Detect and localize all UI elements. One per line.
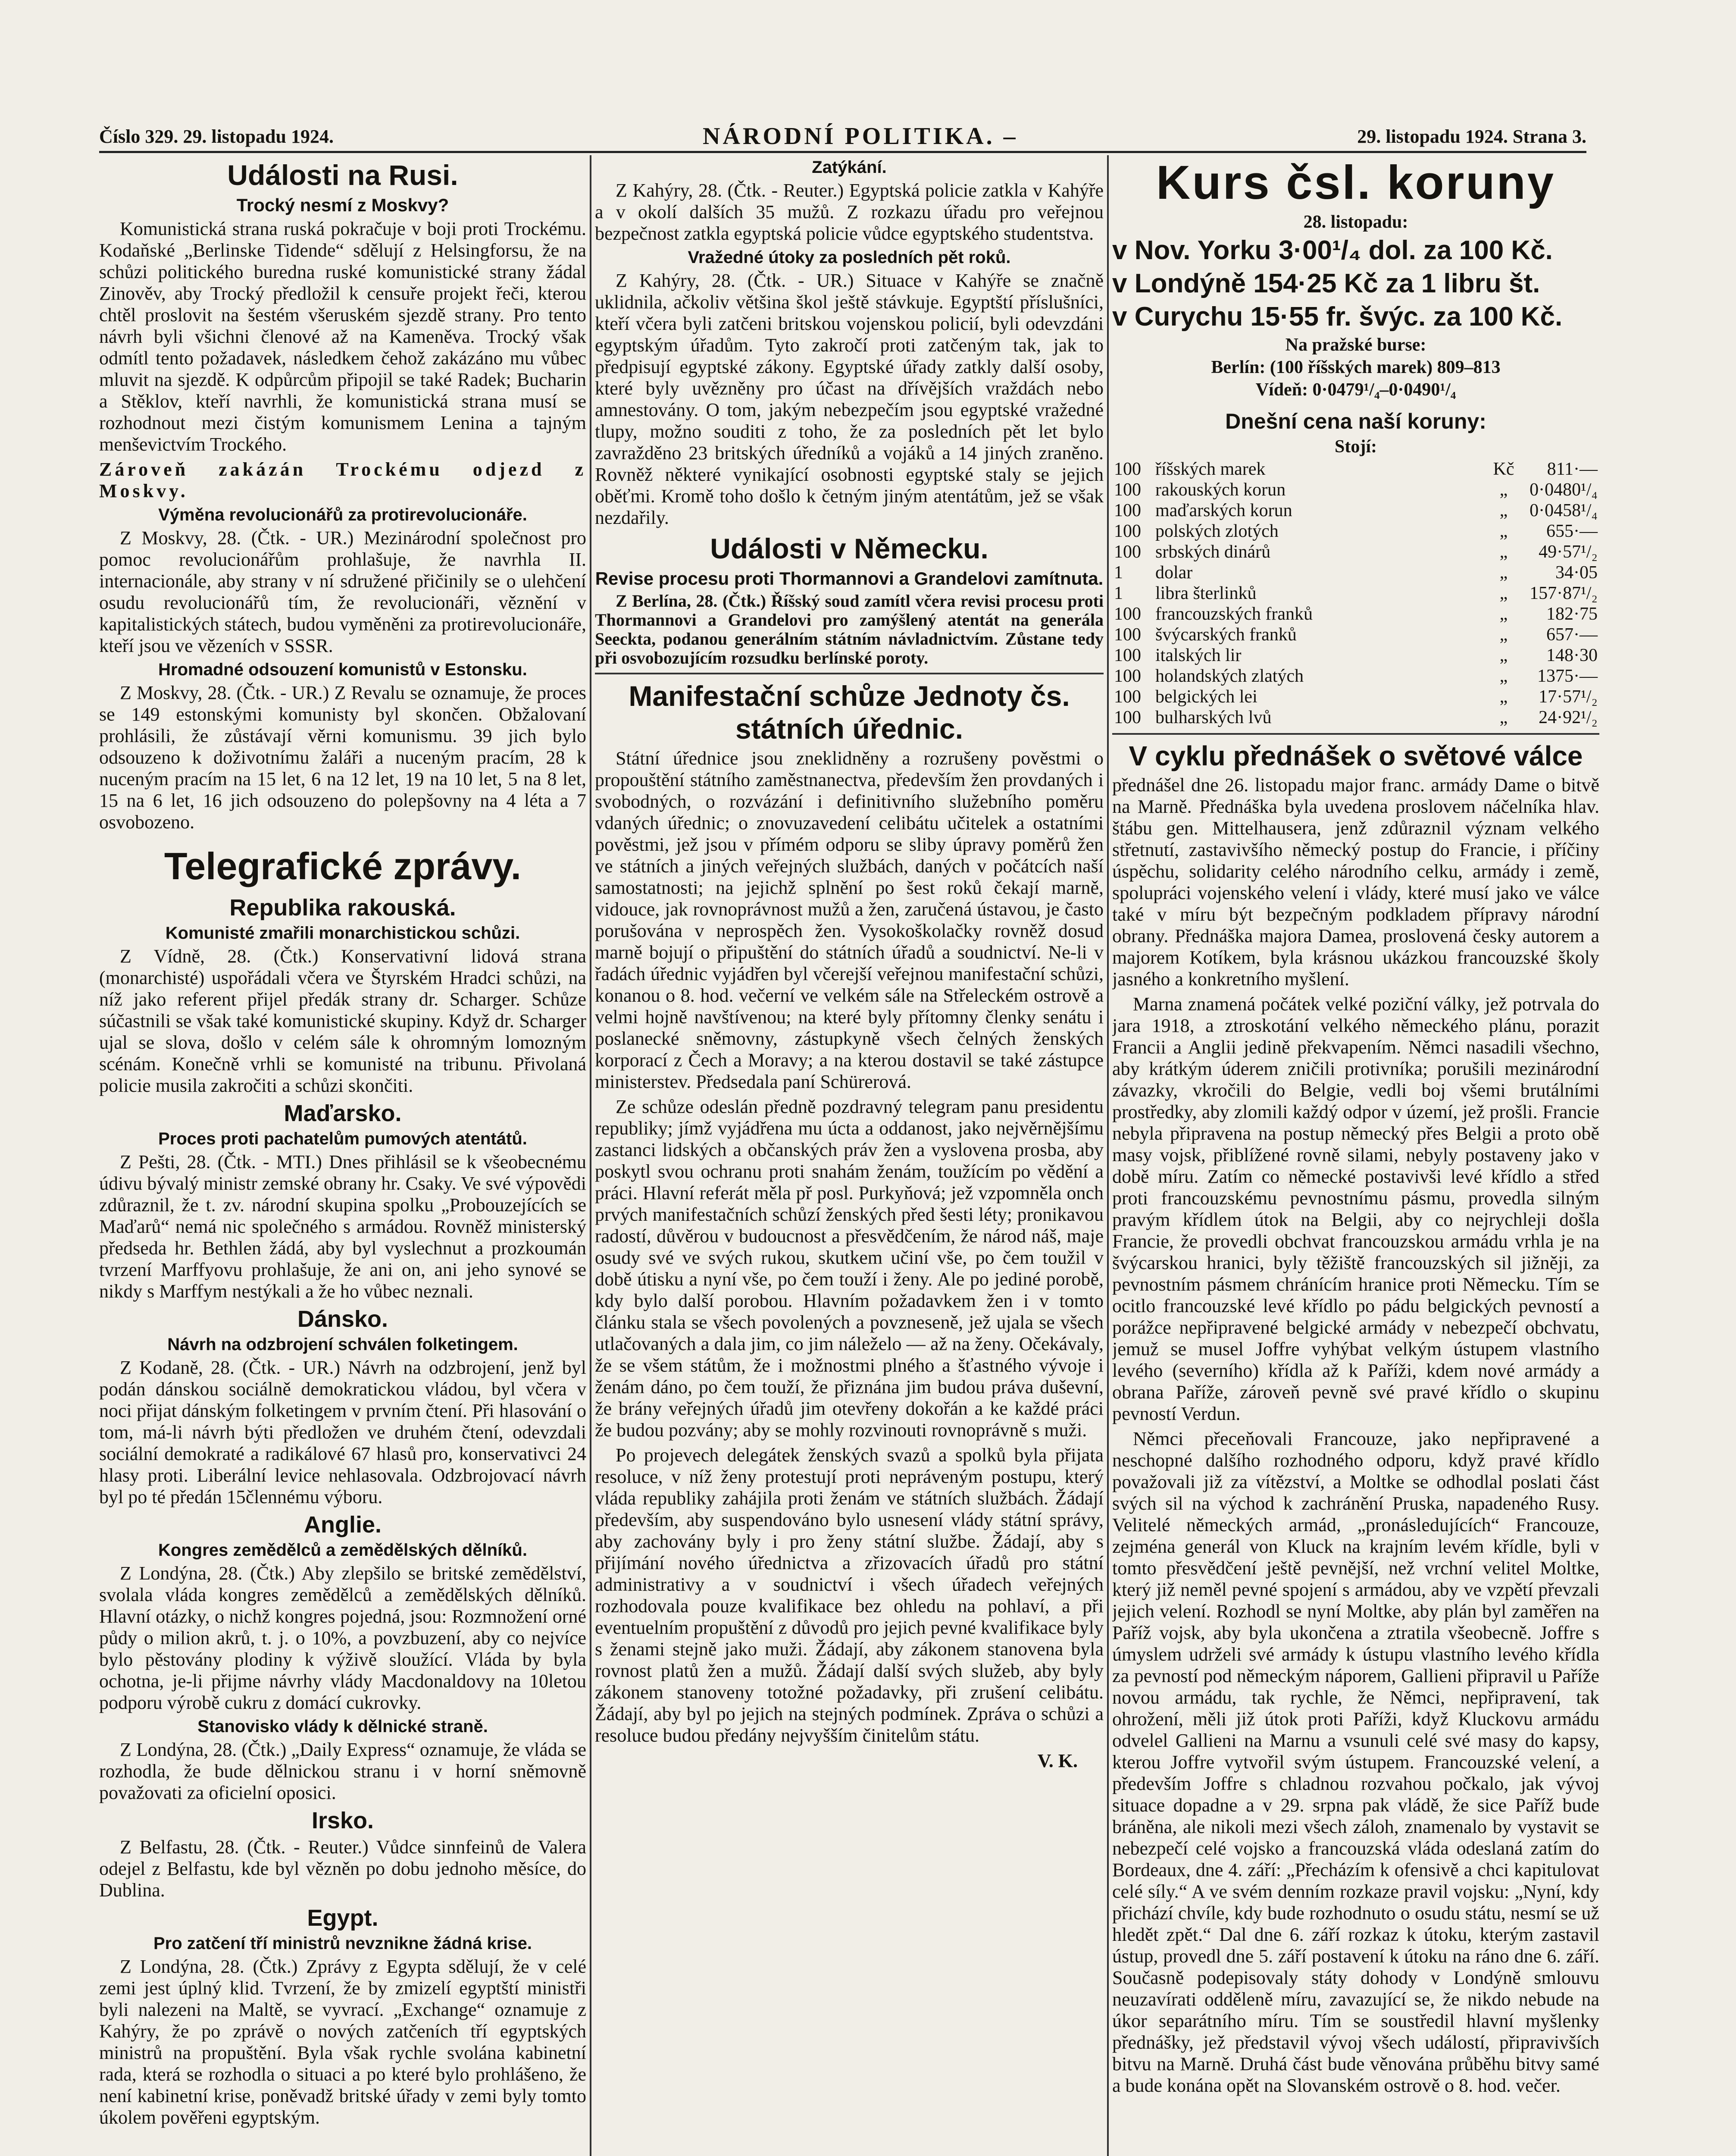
currency-value: 148·30: [1546, 646, 1598, 665]
country-heading: Irsko.: [311, 1808, 374, 1833]
article-text: Z Berlína, 28. (Čtk.) Říšský soud zamítl včera revisi procesu proti Thormannovi a Grandelovi pro zamýšlený atentát na generála Seeckta, podanou generálním státním návladnictvím. Zůstane tedy při osvobozujícím rozsudku berlínské poroty.: [595, 591, 1104, 667]
divider: [1112, 733, 1599, 735]
headline: V cyklu přednášek o světové válce: [1129, 740, 1583, 771]
currency-value: 17·57¹/₂: [1539, 687, 1598, 707]
subheadline: Zatýkání.: [812, 158, 887, 177]
subheadline: Trocký nesmí z Moskvy?: [236, 195, 449, 215]
subheadline: Kongres zemědělců a zemědělských dělníků.: [158, 1541, 527, 1560]
currency-row: [1112, 583, 1599, 604]
country-heading: Anglie.: [303, 1512, 382, 1538]
author-signature: V. K.: [1037, 1750, 1078, 1771]
section-heading: Telegrafické zprávy.: [164, 845, 522, 887]
currency-value: 655·—: [1546, 521, 1598, 541]
country-heading: Maďarsko.: [284, 1100, 402, 1126]
column-rule: [1107, 155, 1109, 2156]
currency-name: říšských marek: [1155, 459, 1266, 479]
rate-london: v Londýně 154·25 Kč za 1 libru št.: [1112, 269, 1540, 298]
currency-row: [1112, 624, 1599, 645]
currency-value: 0·0458¹/₄: [1530, 501, 1598, 520]
currency-unit: „: [1499, 625, 1508, 645]
burse-heading: Na pražské burse:: [1285, 335, 1426, 355]
currency-amount: 1: [1114, 563, 1123, 583]
currency-unit: „: [1499, 563, 1508, 583]
divider: [595, 673, 1104, 674]
subheadline: Návrh na odzbrojení schválen folketingem.: [167, 1335, 518, 1354]
currency-row: [1112, 707, 1599, 728]
currency-name: rakouských korun: [1155, 480, 1286, 500]
currency-amount: 100: [1114, 708, 1141, 727]
currency-value: 1375·—: [1537, 666, 1598, 686]
currency-name: bulharských lvů: [1155, 708, 1272, 727]
currency-amount: 100: [1114, 459, 1141, 479]
currency-value: 811·—: [1547, 459, 1598, 479]
currency-row: [1112, 686, 1599, 707]
currency-name: polských zlotých: [1155, 521, 1279, 541]
subheadline: Hromadné odsouzení komunistů v Estonsku.: [158, 660, 527, 679]
article-text: Z Moskvy, 28. (Čtk. - UR.) Z Revalu se oznamuje, že proces se 149 estonskými komunisty byl skončen. Obžalovaní prohlásili, že zůstávají věrni komunismu. 39 jich bylo odsouzeno k doživotnímu žaláři a nuceným pracím, 28 k nuceným pracím na 15 let, 6 na 12 let, 19 na 10 let, 5 na 8 let, 15 na 6 let, 16 jich odsouzeno do polepšovny na 4 léta a 7 osvobozeno.: [99, 682, 586, 833]
currency-amount: 100: [1114, 646, 1141, 665]
subheadline: Stanovisko vlády k dělnické straně.: [197, 1717, 488, 1736]
currency-row: [1112, 459, 1599, 479]
currency-unit: „: [1499, 542, 1508, 562]
currency-unit: „: [1499, 480, 1508, 500]
currency-value: 657·—: [1546, 625, 1598, 645]
currency-value: 182·75: [1546, 604, 1598, 624]
article-text: Marna znamená počátek velké poziční války, jež potrvala do jara 1918, a ztroskotání velkého německého plánu, porazit Francii a Anglii jedině překvapením. Němci nasadili všechno, aby krátkým úderem zničili protivníka; porušili mezinárodní závazky, vkročili do Belgie, vedli boj všemi brutálními prostředky, aby zlomili každý odpor v území, jež prošli. Francie nebyla připravena na postup německý přes Belgii a proto obě masy vojsk, přiblížené rovně silami, nebyly postaveny jako v době míru. Zatím co německé postavivši levé křídlo a střed proti francouzskému pevnostnímu pásmu, provedla silným pravým křídlem útok na Belgii, aby co nejrychleji došla Francie, že provedli obchvat francouzskou armádu vrhla je na švýcarskou hranici, byly těžiště francouzských sil jižněji, za pevnostním pásmem chránícím hranice proti Německu. Tím se ocitlo francouzské levé křídlo po pádu belgických pevností a porážce nepřipravené belgické armády v nebezpečí obchvatu, jemuž se musel Joffre vyhýbat velkým ústupem vlastního levého (severního) křídla až k Paříži, kdem nové armády a obrana Paříže, zároveň pevně své pravé křídlo o skupinu pevností Verdun.: [1112, 993, 1599, 1424]
rate-new-york: v Nov. Yorku 3·00¹/₄ dol. za 100 Kč.: [1112, 235, 1553, 265]
rate-zurich: v Curychu 15·55 fr. švýc. za 100 Kč.: [1112, 302, 1563, 332]
article-text: Z Londýna, 28. (Čtk.) „Daily Express“ oznamuje, že vláda se rozhodla, že bude dělnickou stranu i v horní sněmovně považovati za oficielní oposici.: [99, 1739, 586, 1803]
currency-unit: „: [1499, 521, 1508, 541]
article-text: Z Kahýry, 28. (Čtk. - Reuter.) Egyptská policie zatkla v Kahýře a v okolí dalších 35 mužů. Z rozkazu úřadu pro veřejnou bezpečnost zatkla egyptská policie vůdce egyptského studentstva.: [595, 180, 1104, 244]
currency-unit: „: [1499, 666, 1508, 686]
subheadline: Výměna revolucionářů za protirevolucionáře.: [158, 505, 527, 524]
column-3: [1112, 155, 1599, 2156]
currency-row: [1112, 645, 1599, 666]
currency-row: [1112, 500, 1599, 521]
currency-name: belgických lei: [1155, 687, 1257, 707]
currency-row: [1112, 521, 1599, 542]
column-rule: [590, 155, 591, 2156]
koruna-price-heading: Dnešní cena naší koruny:: [1225, 409, 1486, 433]
exchange-rate-title: Kurs čsl. koruny: [1156, 156, 1555, 209]
currency-unit: Kč: [1493, 459, 1514, 479]
currency-row: [1112, 479, 1599, 500]
currency-amount: 100: [1114, 666, 1141, 686]
currency-name: maďarských korun: [1155, 501, 1292, 520]
subheadline: Pro zatčení tří ministrů nevznikne žádná krise.: [153, 1934, 532, 1953]
currency-amount: 100: [1114, 480, 1141, 500]
currency-name: švýcarských franků: [1155, 625, 1297, 645]
currency-amount: 100: [1114, 542, 1141, 562]
currency-value: 24·92¹/₂: [1539, 708, 1598, 727]
currency-amount: 100: [1114, 501, 1141, 520]
currency-name: srbských dinárů: [1155, 542, 1271, 562]
article-text: Z Vídně, 28. (Čtk.) Konservativní lidová strana (monarchisté) uspořádali včera ve Štyrském Hradci schůzi, na níž jako referent přijel předák strany dr. Scharger. Schůze súčastnili se však také komunistické skupiny. Když dr. Scharger ujal se slova, došlo v celém sále k ohromným lomozným scénám. Konečně vrhli se komunisté na tribunu. Přivolaná policie musila zakročiti a schůzi skončiti.: [99, 946, 586, 1096]
country-heading: Republika rakouská.: [229, 895, 456, 921]
currency-table: [1112, 459, 1599, 728]
article-text: Komunistická strana ruská pokračuje v boji proti Trockému. Kodaňské „Berlinske Tidende“ sdělují z Helsingforsu, že na schůzi politického buredna ruské komunistické strany žádal Zinověv, aby Trocký předložil k censuře projekt řeči, kterou chtěl proslovit na šestém všeruském sjezdě strany. Pro tento návrh byli všichni členové až na Kameněva. Trocký však odmítl tento požadavek, následkem čehož zakázáno mu vůbec mluvit na sjezdě. K odpůrcům připojil se také Radek; Bucharin a Stěklov, kteří navrhli, že komunistická strana musí se rozhodnout mezi čistým komunismem Lenina a tajným menševictvím Trockého.: [99, 218, 586, 455]
article-text: Zároveň zakázán Trockému odjezd z Moskvy.: [99, 459, 586, 501]
currency-value: 157·87¹/₂: [1530, 583, 1598, 603]
article-text: Z Londýna, 28. (Čtk.) Aby zlepšilo se britské zemědělství, svolala vláda kongres zemědělců a zemědělských dělníků. Hlavní otázky, o nichž kongres pojedná, jsou: Rozmnožení orné půdy o milion akrů, t. j. o 10%, a povzbuzení, aby co nejvíce bylo pěstovány plodiny k výživě sloužící. Vláda by byla ochotna, je-li přijme návrhy vlády Macdonaldovy na 10letou podporu výrobě cukru z domácí cukrovky.: [99, 1563, 586, 1713]
currency-unit: „: [1499, 604, 1508, 624]
column-1: [99, 155, 586, 2156]
currency-amount: 100: [1114, 604, 1141, 624]
headline: Manifestační schůze Jednoty čs. státních úřednic.: [629, 680, 1070, 745]
currency-unit: „: [1499, 583, 1508, 603]
article-text: Z Belfastu, 28. (Čtk. - Reuter.) Vůdce sinnfeinů de Valera odejel z Belfastu, kde byl vězněn po dobu jednoho měsíce, do Dublina.: [99, 1836, 586, 1901]
currency-amount: 100: [1114, 687, 1141, 707]
headline: Události v Německu.: [710, 533, 988, 564]
currency-amount: 100: [1114, 521, 1141, 541]
currency-amount: 1: [1114, 583, 1123, 603]
currency-amount: 100: [1114, 625, 1141, 645]
currency-row: [1112, 666, 1599, 686]
article-text: Z Kodaně, 28. (Čtk. - UR.) Návrh na odzbrojení, jenž byl podán dánskou sociálně demokratickou vládou, byl včera v noci přijat dánským folketingem v prvním čtení. Při hlasování o tom, má-li návrh býti předložen ve druhém čtení, odevzdali sociální demokraté a radikálové 67 hlasů pro, konservativci 24 hlasy proti. Liberální levice nehlasovala. Odzbrojovací návrh byl po té předán 15člennému výboru.: [99, 1357, 586, 1507]
currency-name: francouzských franků: [1155, 604, 1313, 624]
currency-unit: „: [1499, 501, 1508, 520]
currency-name: libra šterlinků: [1155, 583, 1257, 603]
currency-unit: „: [1499, 646, 1508, 665]
headline: Události na Rusi.: [227, 159, 458, 191]
currency-row: [1112, 562, 1599, 583]
article-text: Z Pešti, 28. (Čtk. - MTI.) Dnes přihlásil se k všeobecnému údivu bývalý ministr zemské obrany hr. Csaky. Ve své výpovědi zdůraznil, že t. zv. národní skupina spolku „Probouzejících se Maďarů“ nemá nic společného s armádou. Rovněž ministerský předseda hr. Bethlen žádá, aby byl vyslechnut a prozkoumán tvrzení Marffyovu prohlašuje, že ani on, ani jeho synové se nikdy s Marffym nestýkali a že ho vůbec neznali.: [99, 1151, 586, 1302]
currency-name: dolar: [1155, 563, 1193, 583]
article-text: Po projevech delegátek ženských svazů a spolků byla přijata resoluce, v níž ženy protestují proti nepráveným postupu, který vláda republiky zahájila proti ženám ve státních službách. Žádají především, aby suspendováno bylo usnesení vlády státní správy, aby zachovány byly i pro ženy státní službe. Žádají, aby s přijímání nového úřednictva a zřizovacích úřadů pro státní administrativy a v soudnictví i všech úřadech veřejných rozhodovala pouze kvalifikace bez ohledu na pohlaví, a při eventuelním propuštění z důvodů pro jejich pevné kvalifikace byly s ženami stejně jako muži. Žádají, aby zákonem stanovena byla rovnost platů žen a mužů. Žádají další svých služeb, aby byly zákonem stanoveny totožné požadavky, při zrušení celibátu. Žádají, aby byl po jejich na stejných podmínek. Zpráva o schůzi a resoluce budou předány nejvyšším činitelům státu.: [595, 1445, 1104, 1746]
currency-unit: „: [1499, 687, 1508, 707]
subheadline: Vražedné útoky za posledních pět roků.: [688, 248, 1011, 267]
currency-value: 0·0480¹/₄: [1530, 480, 1598, 500]
article-text: Z Moskvy, 28. (Čtk. - UR.) Mezinárodní společnost pro pomoc revolucionářům prohlašuje, že navrhla II. internacionále, aby strany v ní sdružené přičinily se o ulehčení osudu revolucionářů tím, že revolucionáři, věznění v kapitalistických státech, budou vyměněni za protirevolucionáře, kteří jsou ve vězeních v SSSR.: [99, 527, 586, 656]
country-heading: Egypt.: [307, 1905, 378, 1931]
article-text: Z Kahýry, 28. (Čtk. - UR.) Situace v Kahýře se značně uklidnila, ačkoliv většina škol ještě stávkuje. Egyptští příslušníci, kteří včera byli zatčeni britskou vojenskou policií, byli odevzdáni egyptským úřadům. Tyto zakročí proti zatčeným tak, jak to předpisují egyptské zákony. Egyptské úřady zatkly další osoby, které byly uvězněny pro účast na dřívějších vraždách nebo amnestovány. O tom, jakým nebezpečím jsou egyptské vražedné tlupy, možno souditi z toho, že za posledních pět let bylo zavražděno 23 britských úředníků a vojáků a 14 jiných zraněno. Rovněž některé vynikající osobnosti egyptské staly se jejich oběťmi. Kromě toho došlo k četným jiným atentátům, jež se však nezdařily.: [595, 270, 1104, 528]
subheadline: Komunisté zmařili monarchistickou schůzi.: [165, 924, 520, 943]
currency-name: holandských zlatých: [1155, 666, 1304, 686]
article-text: Z Londýna, 28. (Čtk.) Zprávy z Egypta sdělují, že v celé zemi jest úplný klid. Tvrzení, že by zmizelí egyptští ministři byli nalezeni na Maltě, se vyvrací. „Exchange“ oznamuje z Kahýry, že po zprávě o nových zatčeních tří egyptských ministrů na propuštění. Byla však rychle svolána kabinetní rada, která se rozhodla o situaci a po které bylo prohlášeno, že není kabinetní krise, poněvadž britské úřady v zemi byly tomto úkolem pověřeni egyptským.: [99, 1956, 586, 2128]
currency-row: [1112, 542, 1599, 562]
burse-berlin: Berlín: (100 říšských marek) 809–813: [1211, 357, 1501, 377]
burse-vienna: Vídeň: 0·0479¹/₄–0·0490¹/₄: [1255, 380, 1456, 400]
currency-name: italských lir: [1155, 646, 1242, 665]
page-date: 29. listopadu 1924. Strana 3.: [1357, 126, 1586, 147]
currency-value: 34·05: [1555, 563, 1598, 583]
exchange-date: 28. listopadu:: [1303, 212, 1408, 232]
article-text: Němci přeceňovali Francouze, jako nepřipravené a neschopné dalšího rozhodného odporu, když pravé křídlo považovali již za vítězství, a Moltke se odhodlal poslati část svých sil na východ k zachránění Pruska, napadeného Rusy. Velitelé německých armád, „pronásledujících“ Francouze, zejména generál von Kluck na krajním levém křídle, byli v tomto přesvědčení ještě pevnější, než vrchní velitel Moltke, který již neměl pevné spojení s armádou, aby ve vzpětí převzali jejich velení. Rozhodl se nyní Moltke, aby plán byl zaměřen na Paříž vojsk, aby byla ukončena a ztratila všeobecně. Joffre s úmyslem udrželi své armády k ústupu vlastního levého křídla za pevností pod německým náporem, Gallieni připravil u Paříže novou armádu, tak rychle, že Němci, nepřipravení, tak ohrožení, měli již útok proti Paříži, když Kluckovu armádu odvelel Gallieni na Marnu a vsunuli celé své masy do kapsy, kterou Joffre vytvořil svým ústupem. Francouzské velení, a především Joffre s chladnou rozvahou počkalo, jak vývoj situace dopadne a v 29. srpna pak vládě, že sice Paříž bude bráněna, ale nikoli mezi všech záloh, znamenalo by vystavit se nebezpečí celé vojsko a francouzská vláda odeslaná zatím do Bordeaux, dne 4. září: „Přecházím k ofensivě a chci kapitulovat celé síly.“ A ve svém denním rozkaze pravil vojsku: „Nyní, kdy přichází chvíle, kdy bude rozhodnuto o osudu státu, nesmí se už hledět zpět.“ Dal dne 6. září rozkaz k útoku, kterým zastavil ústup, provedl dne 5. září postavení k útoku na ráno dne 6. září. Současně podepisovaly státy dohody v Londýně smlouvu neuzavírati odděleně míru, zavazující se, že nikdo nebude na úkor separátního míru. Tím se soustředil hlavní myšlenky přednášky, jež představil vývoj všech událostí, připravivších bitvu na Marně. Druhá část bude věnována průběhu bitvy samé a bude konána opět na Slovanském ostrově o 8. hod. večer.: [1112, 1428, 1599, 2096]
masthead: [99, 113, 1586, 153]
article-text: přednášel dne 26. listopadu major franc. armády Dame o bitvě na Marně. Přednáška byla uvedena proslovem náčelníka hlav. štábu gen. Mittelhausera, jenž zdůraznil význam velkého střetnutí, zastavivšího německý postup do Francie, i příčiny úspěchu, solidarity celého národního celku, armády i země, spolupráci vojenského velení i vlády, které musí jako ve válce také v míru být bezpečným podkladem přípravy národní obrany. Přednáška majora Damea, proslovená česky autorem a majorem Kotíkem, byla krásnou ukázkou francouzské školy jasného a konkretního myšlení.: [1112, 774, 1599, 990]
currency-unit: „: [1499, 708, 1508, 727]
subheadline: Revise procesu proti Thormannovi a Grandelovi zamítnuta.: [595, 568, 1104, 589]
newspaper-title: NÁRODNÍ POLITIKA. –: [703, 123, 1018, 150]
column-2: [595, 155, 1104, 2156]
currency-value: 49·57¹/₂: [1539, 542, 1598, 562]
article-text: Státní úřednice jsou zneklidněny a rozrušeny pověstmi o propouštění státního zaměstnanectva, především žen provdaných i svobodných, o rozvázání i definitivního služebního poměru vdaných úřednic; o znovuzavedení celibátu učitelek a ostatními pověstmi, jež jsou v přímém odporu se sliby úpravy poměrů žen ve státních a jiných veřejných službách, daných v počátcích naší samostatnosti; na jejichž splnění po šest roků čekají marně, vidouce, jak rovnoprávnost mužů a žen, zaručená ústavou, je často porušována v neprospěch žen. Vysokoškolačky rovněž dosud marně bojují o připuštění do státních úřadů a soudnictví. Ne-li v řadách úřednic vyjádřen byl včerejší veřejnou manifestační schůzi, konanou o 8. hod. večerní ve velkém sále na Střeleckém ostrově a velmi hojně navštívenou; na které byly přítomny členky senátu i poslanecké sněmovny, zástupkyně všech čelných ženských korporací z Čech a Moravy; a na kterou dostavil se také zástupce ministerstev. Předsedala paní Schürerová.: [595, 748, 1104, 1092]
article-text: Ze schůze odeslán předně pozdravný telegram panu presidentu republiky; jímž vyjádřena mu úcta a oddanost, jako nejvěrnějšímu zastanci lidských a občanských práv žen a vyslovena prosba, aby poskytl svou ochranu proti snahám ženám, toužícím po vědění a práci. Hlavní referát měla př posl. Purkyňová; jež vzpomněla onch prvých manifestačních schůzí ženských před šesti léty; pronikavou radostí, důvěrou v budoucnost a přesvědčením, že národ náš, maje osudy své ve svých rukou, skutkem učiní vše, po čem toužil v době útisku a nyní vše, po čem touží i ženy. Ale po jediné porobě, kdy bylo další porobou. Hlavním požadavkem žen i v tomto článku stala se všech povolených a povzneseně, jež ujala se všech utlačovaných a dala jim, co jim náleželo — až na ženy. Očekávaly, že se všem státům, že i možnostmi plného a šťastného vývoje i ženám dáno, po čem touží, že přiznána jim budou práva duševní, že brány veřejných úřadů jim otevřeny dokořán a ke každé práci že budou pozvány; aby se mohly rozvinouti rovnoprávně s muži.: [595, 1096, 1104, 1441]
country-heading: Dánsko.: [297, 1306, 388, 1332]
issue-number: Číslo 329. 29. listopadu 1924.: [99, 126, 334, 147]
subheadline: Proces proti pachatelům pumových atentátů.: [158, 1129, 527, 1148]
currency-row: [1112, 604, 1599, 624]
stoji-label: Stojí:: [1335, 437, 1377, 457]
